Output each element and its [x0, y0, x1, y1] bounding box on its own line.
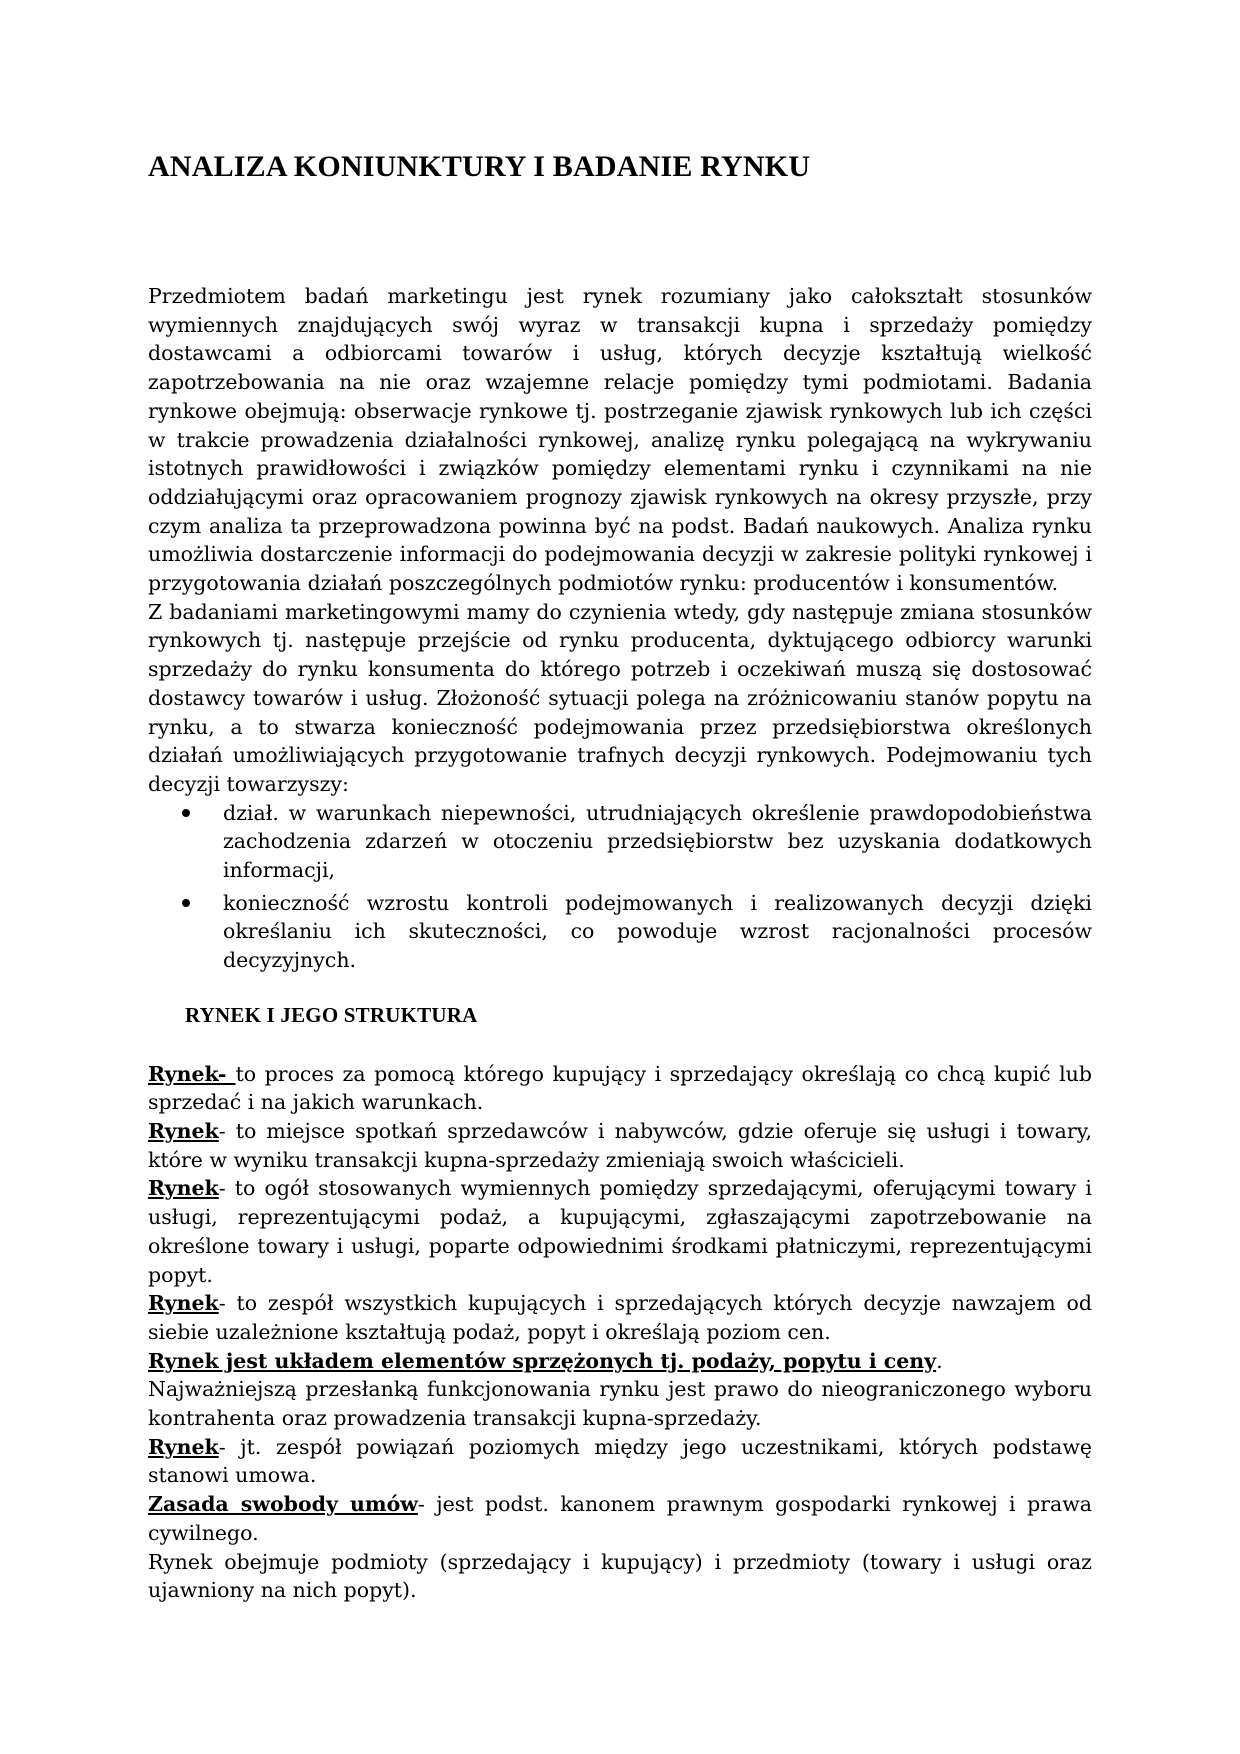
definition-text: - to ogół stosowanych wymiennych pomiędzy sprzedającymi, oferującymi towary i usługi, reprezentującymi podaż, a kupującymi, zgłaszającymi zapotrzebowanie na określone towary i usługi, poparte odpowiednimi środkami płatniczymi, reprezentującymi popyt. — [148, 1176, 1092, 1287]
definition-text: - jt. zespół powiązań poziomych między jego uczestnikami, których podstawę stanowi umowa. — [148, 1434, 1092, 1488]
definition-paragraph — [148, 1490, 1092, 1547]
structure-statement-text: Rynek jest układem elementów sprzężonych tj. podaży, popytu i ceny — [148, 1348, 937, 1373]
list-item — [223, 799, 1092, 885]
intro-paragraph-2: Z badaniami marketingowymi mamy do czynienia wtedy, gdy następuje zmiana stosunków rynkowych tj. następuje przejście od rynku producenta, dyktującego odbiorcy warunki sprzedaży do rynku konsumenta do którego potrzeb i oczekiwań muszą się dostosować dostawcy towarów i usług. Złożoność sytuacji polega na zróżnicowaniu stanów popytu na rynku, a to stwarza konieczność podejmowania przez przedsiębiorstwa określonych działań umożliwiających przygotowanie trafnych decyzji rynkowych. Podejmowaniu tych decyzji towarzyszy: — [148, 599, 1092, 796]
structure-statement-end: . — [936, 1348, 943, 1373]
freedom-paragraph: Najważniejszą przesłanką funkcjonowania rynku jest prawo do nieograniczonego wyboru kontrahenta oraz prowadzenia transakcji kupna-sprzedaży. — [148, 1377, 1092, 1431]
closing-paragraph: Rynek obejmuje podmioty (sprzedający i kupujący) i przedmioty (towary i usługi oraz ujawniony na nich popyt). — [148, 1549, 1092, 1603]
intro-paragraph-1: Przedmiotem badań marketingu jest rynek rozumiany jako całokształt stosunków wymiennych znajdujących swój wyraz w transakcji kupna i sprzedaży pomiędzy dostawcami a odbiorcami towarów i usług, których decyzje kształtują wielkość zapotrzebowania na nie oraz wzajemne relacje pomiędzy tymi podmiotami. Badania rynkowe obejmują: obserwacje rynkowe tj. postrzeganie zjawisk rynkowych lub ich części w trakcie prowadzenia działalności rynkowej, analizę rynku polegającą na wykrywaniu istotnych prawidłowości i związków pomiędzy elementami rynku i czynnikami na nie oddziałującymi oraz opracowaniem prognozy zjawisk rynkowych na okresy przyszłe, przy czym analiza ta przeprowadzona powinna być na podst. Badań naukowych. Analiza rynku umożliwia dostarczenie informacji do podejmowania decyzji w zakresie polityki rynkowej i przygotowania działań poszczególnych podmiotów rynku: producentów i konsumentów. — [148, 284, 1092, 596]
definition-text: - to zespół wszystkich kupujących i sprzedających których decyzje nawzajem od siebie uzależnione kształtują podaż, popyt i określają poziom cen. — [148, 1291, 1092, 1344]
section-heading: RYNEK I JEGO STRUKTURA — [185, 1002, 478, 1027]
definition-paragraph — [148, 1117, 1092, 1174]
defined-term: Rynek- — [148, 1061, 236, 1086]
defined-term: Rynek — [148, 1176, 219, 1201]
document-title: ANALIZA KONIUNKTURY I BADANIE RYNKU — [148, 150, 811, 183]
definition-text: - to miejsce spotkań sprzedawców i nabywców, gdzie oferuje się usługi i towary, które w wyniku transakcji kupna-sprzedaży zmieniają swoich właścicieli. — [148, 1118, 1092, 1172]
document-body — [148, 282, 1092, 1605]
decision-conditions-list — [148, 799, 1092, 975]
definition-paragraph — [148, 1060, 1092, 1117]
structure-statement — [148, 1347, 1092, 1376]
defined-term: Rynek — [148, 1434, 219, 1459]
list-item — [223, 889, 1092, 975]
bullet-icon — [182, 809, 190, 817]
definition-paragraph — [148, 1289, 1092, 1346]
definition-text: to proces za pomocą którego kupujący i sprzedający określają co chcą kupić lub sprzedać i na jakich warunkach. — [148, 1061, 1092, 1115]
list-item-text: dział. w warunkach niepewności, utrudniających określenie prawdopodobieństwa zachodzenia zdarzeń w otoczeniu przedsiębiorstw bez uzyskania dodatkowych informacji, — [223, 800, 1092, 883]
definition-paragraph — [148, 1433, 1092, 1490]
defined-term: Zasada swobody umów — [148, 1492, 418, 1517]
defined-term: Rynek — [148, 1291, 219, 1316]
list-item-text: konieczność wzrostu kontroli podejmowanych i realizowanych decyzji dzięki określaniu ich skuteczności, co powoduje wzrost racjonalności procesów decyzyjnych. — [223, 890, 1092, 973]
defined-term: Rynek — [148, 1118, 219, 1143]
definition-paragraph — [148, 1174, 1092, 1289]
bullet-icon — [182, 899, 190, 907]
definition-text: - jest podst. kanonem prawnym gospodarki rynkowej i prawa cywilnego. — [148, 1492, 1092, 1545]
